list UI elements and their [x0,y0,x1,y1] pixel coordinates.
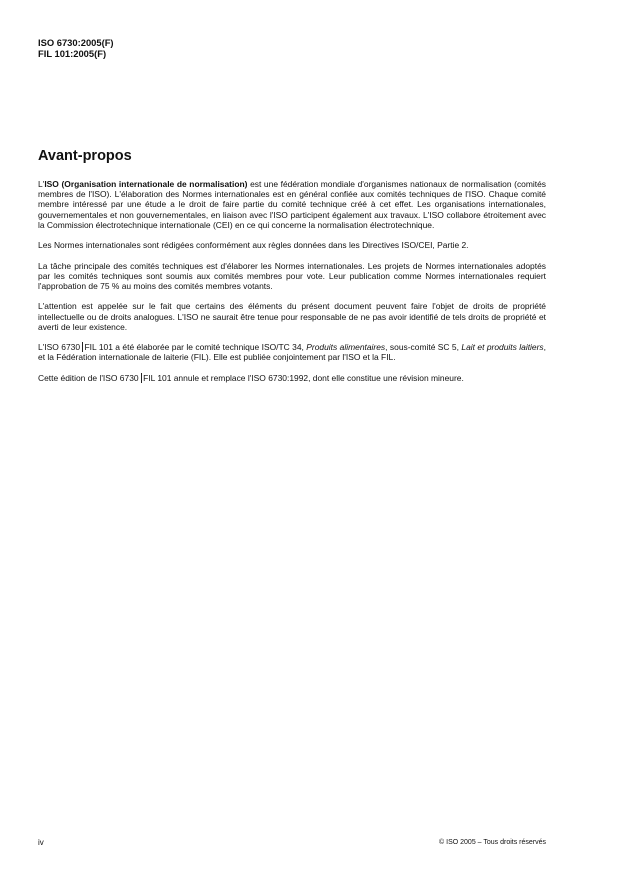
paragraph-text: L' [38,179,45,189]
paragraph-text: Cette édition de l'ISO 6730 [38,372,139,383]
paragraph-text: FIL 101 annule et remplace l'ISO 6730:1992, dont elle constitue une révision mineure. [143,372,464,383]
paragraph-iso-intro [38,179,546,230]
standard-number-fil: FIL 101:2005(F) [38,48,107,59]
vertical-separator [82,342,83,352]
paragraph-text: , sous-comité SC 5, [385,342,462,353]
standard-number-iso: ISO 6730:2005(F) [38,37,114,48]
paragraph-technical-committees: La tâche principale des comités techniques est d'élaborer les Normes internationales. Les projets de Normes internationales adoptés par les comités techniques sont soumis aux comités membres pour vote. Leur publication comme Normes internationales requiert l'approbation de 75 % au moins des comités membres votants. [38,260,546,291]
vertical-separator [141,373,142,383]
section-title: Avant-propos [38,148,132,164]
paragraph-text: L'ISO 6730 [38,342,81,353]
paragraph-text: est une fédération mondiale d'organismes nationaux de normalisation (comités membres de l'ISO). L'élaboration des Normes internationales est en général confiée aux comités techniques de l'ISO. Chaque comité membre intéressé par une étude a le droit de faire partie du comité technique créé à cet effet. Les organisations internationales, gouvernementales et non gouvernementales, en liaison avec l'ISO participent également aux travaux. L'ISO collabore étroitement avec la Commission électrotechnique internationale (CEI) en ce qui concerne la normalisation électrotechnique. [38,179,547,230]
paragraph-preparation [38,342,546,362]
subcommittee-title-italic: Lait et produits laitiers [461,342,544,353]
paragraph-edition [38,373,546,383]
page-number: iv [38,838,44,847]
iso-name-bold: ISO (Organisation internationale de normalisation) [44,179,248,189]
paragraph-patent-rights: L'attention est appelée sur le fait que certains des éléments du présent document peuvent faire l'objet de droits de propriété intellectuelle ou de droits analogues. L'ISO ne saurait être tenue pour responsable de ne pas avoir identifié de tels droits de propriété et averti de leur existence. [38,301,546,332]
document-body [38,179,546,393]
copyright-notice: © ISO 2005 – Tous droits réservés [439,839,546,846]
paragraph-text: FIL 101 a été élaborée par le comité technique ISO/TC 34, [84,342,307,353]
paragraph-text: , et la Fédération internationale de laiterie (FIL). Elle est publiée conjointement par l'ISO et la FIL. [38,342,546,363]
paragraph-directives: Les Normes internationales sont rédigées conformément aux règles données dans les Directives ISO/CEI, Partie 2. [38,240,469,251]
document-header [38,37,114,59]
committee-title-italic: Produits alimentaires [306,342,386,353]
